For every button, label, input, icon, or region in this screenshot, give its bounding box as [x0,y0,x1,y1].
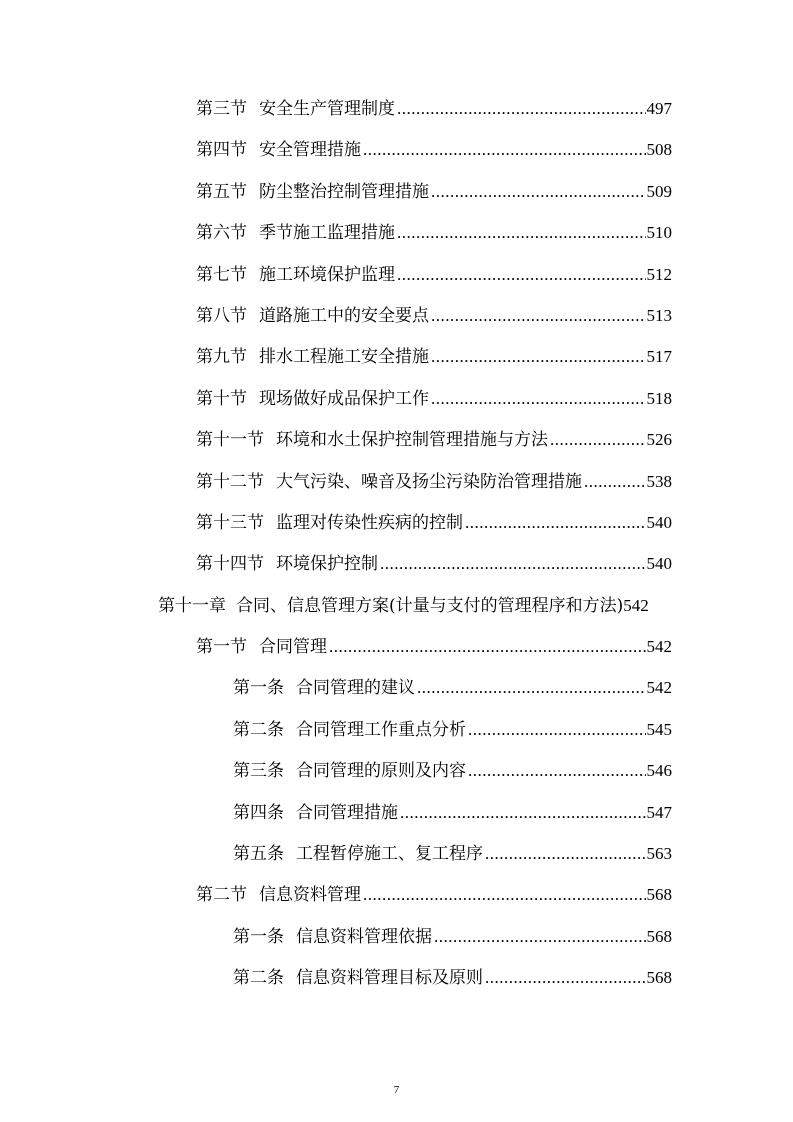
toc-entry-page: 509 [646,181,672,201]
dot-leader [329,626,646,667]
toc-entry-title: 排水工程施工安全措施 [259,347,429,368]
toc-chapter-entry[interactable] [0,585,793,626]
toc-entry[interactable] [0,874,793,915]
toc-entry-title: 信息资料管理目标及原则 [296,968,483,989]
toc-entry-page: 542 [646,637,672,657]
toc-entry-title: 合同、信息管理方案(计量与支付的管理程序和方法) [236,595,624,616]
toc-entry-title: 现场做好成品保护工作 [259,388,429,409]
toc-entry[interactable] [0,709,793,750]
toc-entry-title: 合同管理措施 [296,802,398,823]
toc-entry[interactable] [0,336,793,377]
toc-entry-label: 第五节 [196,181,247,202]
toc-entry-page: 568 [646,968,672,988]
toc-entry-label: 第十三节 [196,512,264,533]
toc-entry-page: 547 [646,802,672,822]
toc-entry-title: 环境保护控制 [276,554,378,575]
toc-entry-label: 第十一节 [196,430,264,451]
toc-entry-label: 第三条 [233,761,284,782]
toc-entry-page: 540 [646,554,672,574]
toc-entry-page: 526 [646,430,672,450]
toc-entry-label: 第七节 [196,264,247,285]
toc-entry-page: 568 [646,885,672,905]
toc-entry[interactable] [0,502,793,543]
dot-leader [468,750,646,791]
toc-entry-title: 大气污染、噪音及扬尘污染防治管理措施 [276,471,582,492]
toc-entry-title: 合同管理 [259,637,327,658]
toc-entry-title: 工程暂停施工、复工程序 [296,844,483,865]
toc-entry[interactable] [0,833,793,874]
toc-entry-page: 542 [646,678,672,698]
toc-entry[interactable] [0,419,793,460]
toc-entry-label: 第二节 [196,885,247,906]
dot-leader [431,336,646,377]
dot-leader [468,709,646,750]
toc-entry-page: 538 [646,471,672,491]
toc-entry-page: 540 [646,512,672,532]
toc-entry-page: 517 [646,347,672,367]
dot-leader [485,833,646,874]
dot-leader [380,543,646,584]
toc-entry-title: 信息资料管理 [259,885,361,906]
dot-leader [431,171,646,212]
toc-entry-label: 第十二节 [196,471,264,492]
toc-entry[interactable] [0,750,793,791]
toc-entry-label: 第二条 [233,719,284,740]
toc-entry-title: 防尘整治控制管理措施 [259,181,429,202]
toc-entry[interactable] [0,543,793,584]
toc-entry-title: 安全管理措施 [259,140,361,161]
toc-entry-page: 508 [646,140,672,160]
toc-entry-page: 563 [646,844,672,864]
dot-leader [400,792,646,833]
dot-leader [417,667,646,708]
dot-leader [550,419,646,460]
dot-leader [584,461,646,502]
toc-entry-label: 第二条 [233,968,284,989]
toc-entry-label: 第十节 [196,388,247,409]
toc-entry-label: 第十四节 [196,554,264,575]
page-number: 7 [393,1084,400,1096]
toc-entry[interactable] [0,792,793,833]
toc-entry-page: 568 [646,926,672,946]
table-of-contents [0,88,793,999]
toc-entry-title: 施工环境保护监理 [259,264,395,285]
toc-entry-label: 第一条 [233,926,284,947]
toc-entry-title: 信息资料管理依据 [296,926,432,947]
toc-entry[interactable] [0,626,793,667]
dot-leader [434,916,646,957]
toc-entry-page: 542 [623,595,649,615]
toc-entry-title: 安全生产管理制度 [259,99,395,119]
toc-entry-label: 第八节 [196,305,247,326]
dot-leader [363,129,646,170]
toc-entry-title: 环境和水土保护控制管理措施与方法 [276,430,548,451]
dot-leader [485,957,646,998]
toc-entry[interactable] [0,957,793,998]
toc-entry[interactable] [0,129,793,170]
toc-entry-label: 第五条 [233,844,284,865]
toc-entry-title: 道路施工中的安全要点 [259,305,429,326]
toc-entry-title: 季节施工监理措施 [259,223,395,244]
toc-entry-title: 合同管理的建议 [296,678,415,699]
toc-entry-label: 第十一章 [158,595,226,616]
toc-entry-label: 第一条 [233,678,284,699]
toc-entry-page: 545 [646,719,672,739]
toc-entry-page: 510 [646,223,672,243]
toc-entry-page: 546 [646,761,672,781]
toc-entry[interactable] [0,171,793,212]
dot-leader [431,378,646,419]
dot-leader [465,502,646,543]
toc-entry[interactable] [0,212,793,253]
dot-leader [363,874,646,915]
dot-leader [397,212,646,253]
toc-entry[interactable] [0,88,793,129]
toc-entry[interactable] [0,254,793,295]
toc-entry-label: 第四节 [196,140,247,161]
toc-entry-page: 497 [646,99,672,118]
toc-entry-title: 合同管理工作重点分析 [296,719,466,740]
dot-leader [397,88,646,129]
toc-entry-label: 第四条 [233,802,284,823]
toc-entry[interactable] [0,916,793,957]
toc-entry-label: 第九节 [196,347,247,368]
toc-entry-page: 513 [646,305,672,325]
toc-entry[interactable] [0,667,793,708]
toc-entry-title: 监理对传染性疾病的控制 [276,512,463,533]
dot-leader [397,254,646,295]
toc-entry-label: 第六节 [196,223,247,244]
toc-entry[interactable] [0,461,793,502]
toc-entry[interactable] [0,378,793,419]
toc-entry-page: 512 [646,264,672,284]
toc-entry[interactable] [0,295,793,336]
toc-entry-label: 第一节 [196,637,247,658]
toc-entry-title: 合同管理的原则及内容 [296,761,466,782]
dot-leader [431,295,646,336]
toc-entry-page: 518 [646,388,672,408]
toc-entry-label: 第三节 [196,99,247,119]
